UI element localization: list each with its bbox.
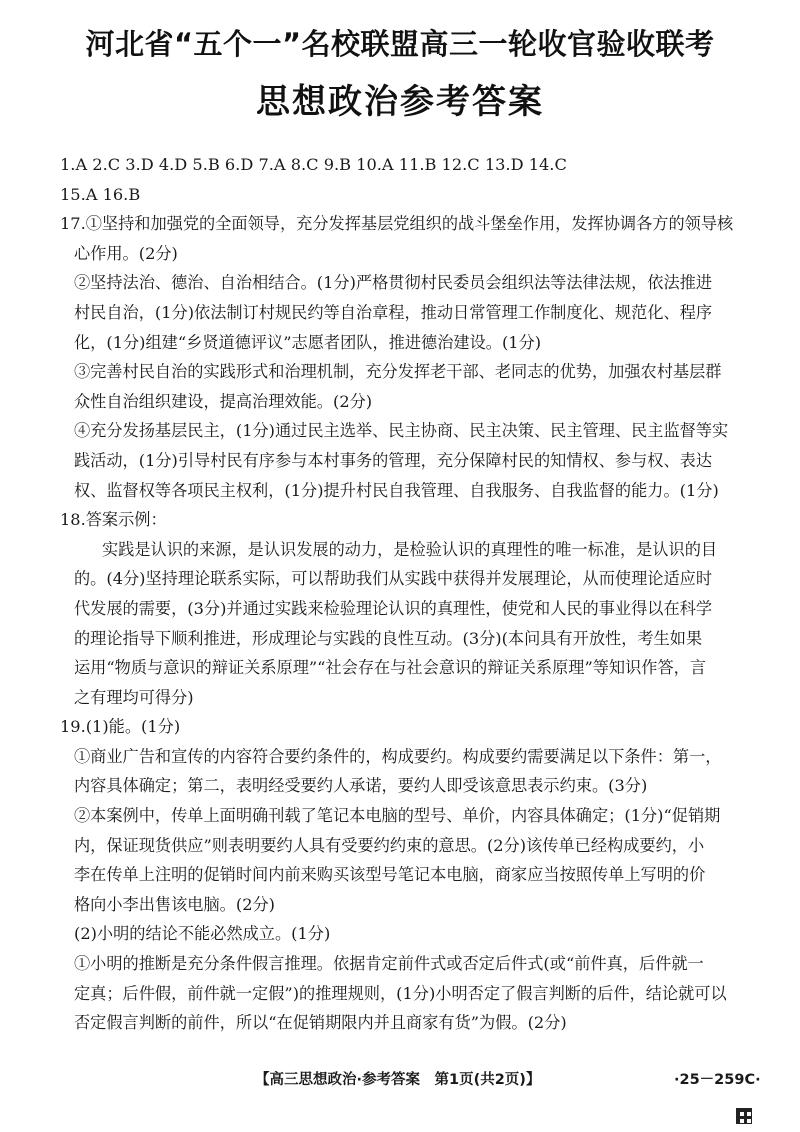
answer-line: 化，(1分)组建“乡贤道德评议”志愿者团队，推进德治建设。(1分) [74,332,542,352]
answer-line: 格向小李出售该电脑。(2分) [74,894,275,914]
answer-body [60,150,768,1038]
answer-line: ④充分发扬基层民主，(1分)通过民主选举、民主协商、民主决策、民主管理、民主监督等实 [74,421,729,441]
answer-line: 17.①坚持和加强党的全面领导，充分发挥基层党组织的战斗堡垒作用，发挥协调各方的领导核 [60,214,734,234]
page-footer [0,1068,800,1090]
answer-line: 否定假言判断的前件，所以“在促销期限内并且商家有货”为假。(2分) [74,1013,567,1033]
answer-line: 19.(1)能。(1分) [60,717,181,737]
answer-line: ①商业广告和宣传的内容符合要约条件的，构成要约。构成要约需要满足以下条件：第一， [74,746,722,766]
answer-line: 1.A 2.C 3.D 4.D 5.B 6.D 7.A 8.C 9.B 10.A 11.B 12.C 13.D 14.C [60,155,567,174]
answer-line: 运用“物质与意识的辩证关系原理”“社会存在与社会意识的辩证关系原理”等知识作答，言 [74,658,707,678]
answer-line: 18.答案示例： [60,510,167,530]
answer-line: ③完善村民自治的实践形式和治理机制，充分发挥老干部、老同志的优势，加强农村基层群 [74,362,722,382]
answer-line: 的理论指导下顺利推进，形成理论与实践的良性互动。(3分)(本问具有开放性，考生如果 [74,628,703,648]
exam-title: 河北省“五个一”名校联盟高三一轮收官验收联考 [85,27,715,61]
answer-line: 定真；后件假，前件就一定假”)的推理规则，(1分)小明否定了假言判断的后件，结论就可以 [74,983,727,1003]
answer-line: 村民自治，(1分)依法制订村规民约等自治章程，推动日常管理工作制度化、规范化、程序 [74,302,713,322]
footer-page-label: 【高三思想政治·参考答案 第1页(共2页)】 [255,1072,541,1088]
answer-line: 众性自治组织建设，提高治理效能。(2分) [74,391,373,411]
answer-line: 之有理均可得分) [74,687,194,707]
answer-line: 15.A 16.B [60,184,141,204]
answer-line: 权、监督权等各项民主权利，(1分)提升村民自我管理、自我服务、自我监督的能力。(1分) [74,480,719,500]
answer-line: ②本案例中，传单上面明确刊载了笔记本电脑的型号、单价，内容具体确定；(1分)“促销期 [74,806,721,826]
answer-line: (2)小明的结论不能必然成立。(1分) [74,924,331,944]
answer-line: 的。(4分)坚持理论联系实际，可以帮助我们从实践中获得并发展理论，从而使理论适应时 [74,569,713,589]
answer-line: 践活动，(1分)引导村民有序参与本村事务的管理，充分保障村民的知情权、参与权、表达 [74,450,713,470]
answer-line: ②坚持法治、德治、自治相结合。(1分)严格贯彻村民委员会组织法等法律法规，依法推进 [74,273,713,293]
answer-line: 内，保证现货供应”则表明要约人具有受要约约束的意思。(2分)该传单已经构成要约，小 [74,835,705,855]
answer-line: ①小明的推断是充分条件假言推理。依据肯定前件式或否定后件式(或“前件真，后件就一 [74,954,704,974]
footer-code: ·25－259C· [674,1072,761,1088]
answer-line: 李在传单上注明的促销时间内前来购买该型号笔记本电脑，商家应当按照传单上写明的价 [74,865,706,885]
answer-line: 实践是认识的来源，是认识发展的动力，是检验认识的真理性的唯一标准，是认识的目 [102,539,718,559]
answer-line: 心作用。(2分) [74,243,178,263]
document-subtitle: 思想政治参考答案 [256,82,544,122]
answer-line: 代发展的需要，(3分)并通过实践来检验理论认识的真理性，使党和人民的事业得以在科学 [74,598,713,618]
qr-code-icon [736,1108,752,1124]
answer-line: 内容具体确定；第二，表明经受要约人承诺，要约人即受该意思表示约束。(3分) [74,776,648,796]
